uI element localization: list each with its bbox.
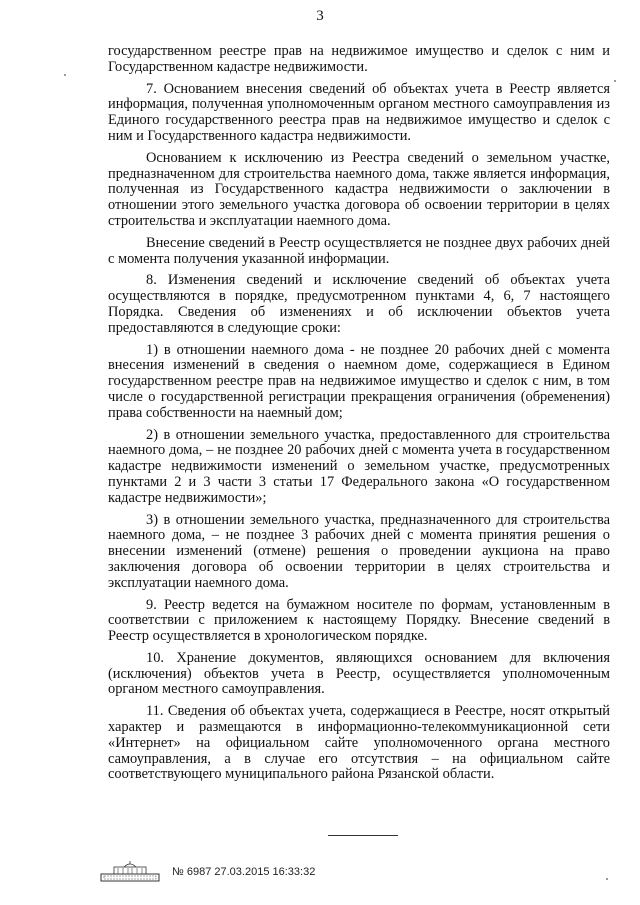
document-footer <box>100 860 520 884</box>
paragraph-item-9: 9. Реестр ведется на бумажном носителе по формам, установленным в соответствии с приложением к настоящему Порядку. Внесение сведений в Реестр осуществляется в хронологическом порядке. <box>108 596 610 645</box>
paragraph-subitem-3: 3) в отношении земельного участка, предназначенного для строительства наемного дома, – не позднее 3 рабочих дней с момента принятия решения о внесении изменений (отмене) решения о проведении аукциона на право заключения договора об освоении территории в целях строительства и эксплуатации наемного дома. <box>108 511 610 591</box>
government-building-seal-icon <box>100 860 160 882</box>
paragraph-entry-deadline: Внесение сведений в Реестр осуществляется не позднее двух рабочих дней с момента получения указанной информации. <box>108 234 610 267</box>
registration-stamp-text: № 6987 27.03.2015 16:33:32 <box>172 866 316 878</box>
paragraph-exclusion-basis: Основанием к исключению из Реестра сведений о земельном участке, предназначенном для строительства наемного дома, также является информация, полученная из Государственного кадастра недвижимости о заключении в отношении этого земельного участка договора об освоении территории в целях строительства и эксплуатации наемного дома. <box>108 149 610 229</box>
paragraph-item-11: 11. Сведения об объектах учета, содержащиеся в Реестре, носят открытый характер и размещаются в информационно-телекоммуникационной сети «Интернет» на официальном сайте уполномоченного органа местного самоуправления, а в случае его отсутствия – на официальном сайте соответствующего муниципального района Рязанской области. <box>108 703 610 783</box>
document-body <box>108 44 610 789</box>
scan-speck <box>64 74 66 76</box>
end-separator-line <box>328 835 398 836</box>
paragraph-subitem-2: 2) в отношении земельного участка, предоставленного для строительства наемного дома, – не позднее 20 рабочих дней с момента учета в государственном кадастре недвижимости изменений о земельном участке, предусмотренных пунктами 2 и 3 части 3 статьи 17 Федерального закона «О государственном кадастре недвижимости»; <box>108 426 610 506</box>
page-number: 3 <box>316 8 324 24</box>
paragraph-item-7: 7. Основанием внесения сведений об объектах учета в Реестр является информация, полученная уполномоченным органом местного самоуправления из Единого государственного реестра прав на недвижимое имущество и сделок с ним и Государственного кадастра недвижимости. <box>108 80 610 144</box>
scan-speck <box>614 80 616 82</box>
scan-speck <box>606 878 608 880</box>
paragraph-continuation: государственном реестре прав на недвижимое имущество и сделок с ним и Государственном кадастре недвижимости. <box>108 43 610 75</box>
paragraph-subitem-1: 1) в отношении наемного дома - не позднее 20 рабочих дней с момента внесения изменений в сведения о наемном доме, содержащиеся в Едином государственном реестре прав на недвижимое имущество и сделок с ним, в том числе о государственной регистрации прекращения ограничения (обременения) права собственности на наемный дом; <box>108 341 610 421</box>
paragraph-item-10: 10. Хранение документов, являющихся основанием для включения (исключения) объектов учета в Реестр, осуществляется уполномоченным органом местного самоуправления. <box>108 649 610 698</box>
paragraph-item-8: 8. Изменения сведений и исключение сведений об объектах учета осуществляются в порядке, предусмотренном пунктами 4, 6, 7 настоящего Порядка. Сведения об изменениях и об исключении объектов учета предоставляются в следующие сроки: <box>108 272 610 336</box>
